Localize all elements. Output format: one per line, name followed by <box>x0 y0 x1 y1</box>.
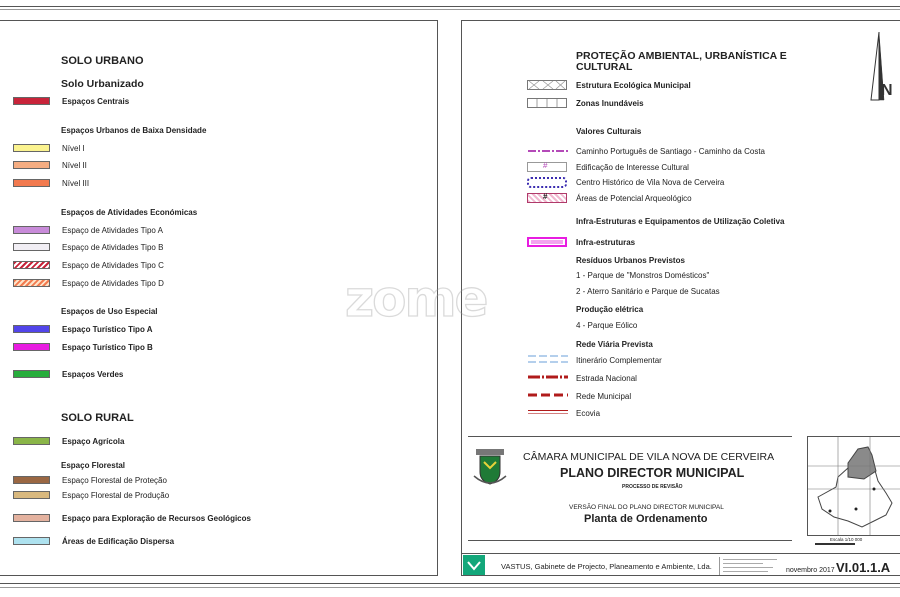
municipal-crest-icon <box>470 448 510 488</box>
north-label: N <box>881 82 893 99</box>
arqueologico-label: Áreas de Potencial Arqueológico <box>576 194 692 203</box>
itinerario-label: Itinerário Complementar <box>576 356 662 365</box>
agricola-label: Espaço Agrícola <box>62 437 125 446</box>
ecovia-symbol <box>527 408 569 416</box>
tipo-a-swatch <box>13 226 50 234</box>
aterro-label: 2 - Aterro Sanitário e Parque de Sucatas <box>576 287 720 296</box>
producao-eletrica-heading: Produção elétrica <box>576 305 644 314</box>
zonas-inundaveis-symbol <box>527 98 567 108</box>
gabinete-label: VASTUS, Gabinete de Projecto, Planeamento e Ambiente, Lda. <box>501 562 712 571</box>
solo-rural-heading: SOLO RURAL <box>61 412 134 424</box>
verdes-swatch <box>13 370 50 378</box>
turistico-a-label: Espaço Turístico Tipo A <box>62 325 153 334</box>
planta-title: Planta de Ordenamento <box>584 513 708 525</box>
turistico-a-swatch <box>13 325 50 333</box>
nivel-iii-label: Nível III <box>62 179 90 188</box>
uso-especial-heading: Espaços de Uso Especial <box>61 307 158 316</box>
tipo-c-swatch <box>13 261 50 269</box>
agricola-swatch <box>13 437 50 445</box>
zonas-inundaveis-label: Zonas Inundáveis <box>576 99 644 108</box>
vastus-logo-mark-icon <box>466 559 482 571</box>
scale-bar <box>815 543 855 545</box>
recursos-geologicos-label: Espaço para Exploração de Recursos Geológicos <box>62 514 251 523</box>
tipo-b-label: Espaço de Atividades Tipo B <box>62 243 164 252</box>
title-block-top-line <box>468 436 792 437</box>
protecao-heading-line1: PROTEÇÃO AMBIENTAL, URBANÍSTICA E <box>576 50 787 62</box>
scale-label: Escala 1/10 000 <box>830 537 863 542</box>
espacos-centrais-swatch <box>13 97 50 105</box>
camara-title: CÂMARA MUNICIPAL DE VILA NOVA DE CERVEIRA <box>523 451 775 463</box>
processo-label: PROCESSO DE REVISÃO <box>622 484 683 490</box>
verdes-label: Espaços Verdes <box>62 370 124 379</box>
infra-estruturas-inner <box>531 240 563 244</box>
valores-culturais-heading: Valores Culturais <box>576 127 642 136</box>
nivel-i-swatch <box>13 144 50 152</box>
nivel-ii-label: Nível II <box>62 161 87 170</box>
contact-details-block <box>719 557 785 575</box>
estrutura-ecologica-symbol <box>527 80 567 90</box>
nivel-i-label: Nível I <box>62 144 85 153</box>
bottom-border-line <box>0 583 900 584</box>
edificacao-dispersa-swatch <box>13 537 50 545</box>
centro-historico-label: Centro Histórico de Vila Nova de Cerveira <box>576 178 725 187</box>
centro-historico-symbol <box>527 177 567 188</box>
florestal-protecao-swatch <box>13 476 50 484</box>
estrada-nacional-symbol <box>527 373 569 381</box>
solo-urbano-heading: SOLO URBANO <box>61 55 144 67</box>
espacos-centrais-label: Espaços Centrais <box>62 97 130 106</box>
edificacao-cultural-hash: # <box>543 161 548 170</box>
turistico-b-swatch <box>13 343 50 351</box>
caminho-label: Caminho Português de Santiago - Caminho da Costa <box>576 147 765 156</box>
bottom-border-line-inner <box>0 587 900 588</box>
tipo-c-label: Espaço de Atividades Tipo C <box>62 261 164 270</box>
versao-label: VERSÃO FINAL DO PLANO DIRECTOR MUNICIPAL <box>569 504 724 511</box>
rede-municipal-label: Rede Municipal <box>576 392 632 401</box>
top-border-line-inner <box>0 9 900 10</box>
tipo-b-swatch <box>13 243 50 251</box>
date-label: novembro 2017 <box>786 567 835 574</box>
nivel-ii-swatch <box>13 161 50 169</box>
estrutura-ecologica-label: Estrutura Ecológica Municipal <box>576 81 691 90</box>
caminho-symbol <box>527 147 569 155</box>
turistico-b-label: Espaço Turístico Tipo B <box>62 343 153 352</box>
arqueologico-hash: # <box>543 192 548 201</box>
sheet-code: VI.01.1.A <box>836 560 891 575</box>
protecao-heading-line2: CULTURAL <box>576 61 633 73</box>
tipo-d-label: Espaço de Atividades Tipo D <box>62 279 164 288</box>
recursos-geologicos-swatch <box>13 514 50 522</box>
itinerario-symbol <box>527 353 569 365</box>
monstros-label: 1 - Parque de "Monstros Domésticos" <box>576 271 710 280</box>
locator-map <box>808 437 900 535</box>
infra-heading: Infra-Estruturas e Equipamentos de Utilização Coletiva <box>576 217 785 226</box>
watermark: zome <box>345 270 487 328</box>
plano-title: PLANO DIRECTOR MUNICIPAL <box>560 466 745 480</box>
florestal-producao-swatch <box>13 491 50 499</box>
edificacao-cultural-label: Edificação de Interesse Cultural <box>576 163 689 172</box>
atividades-heading: Espaços de Atividades Económicas <box>61 208 198 217</box>
florestal-producao-label: Espaço Florestal de Produção <box>62 491 170 500</box>
parque-eolico-label: 4 - Parque Eólico <box>576 321 638 330</box>
baixa-densidade-heading: Espaços Urbanos de Baixa Densidade <box>61 126 207 135</box>
florestal-protecao-label: Espaço Florestal de Proteção <box>62 476 167 485</box>
nivel-iii-swatch <box>13 179 50 187</box>
ecovia-label: Ecovia <box>576 409 601 418</box>
tipo-a-label: Espaço de Atividades Tipo A <box>62 226 163 235</box>
edificacao-dispersa-label: Áreas de Edificação Dispersa <box>62 537 175 546</box>
estrada-nacional-label: Estrada Nacional <box>576 374 637 383</box>
residuos-heading: Resíduos Urbanos Previstos <box>576 256 685 265</box>
tipo-d-swatch <box>13 279 50 287</box>
rede-viaria-heading: Rede Viária Prevista <box>576 340 653 349</box>
solo-urbanizado-heading: Solo Urbanizado <box>61 78 144 90</box>
infra-estruturas-label: Infra-estruturas <box>576 238 636 247</box>
florestal-heading: Espaço Florestal <box>61 461 126 470</box>
rede-municipal-symbol <box>527 391 569 399</box>
title-block-bottom-line <box>468 540 792 541</box>
top-border-line <box>0 6 900 7</box>
